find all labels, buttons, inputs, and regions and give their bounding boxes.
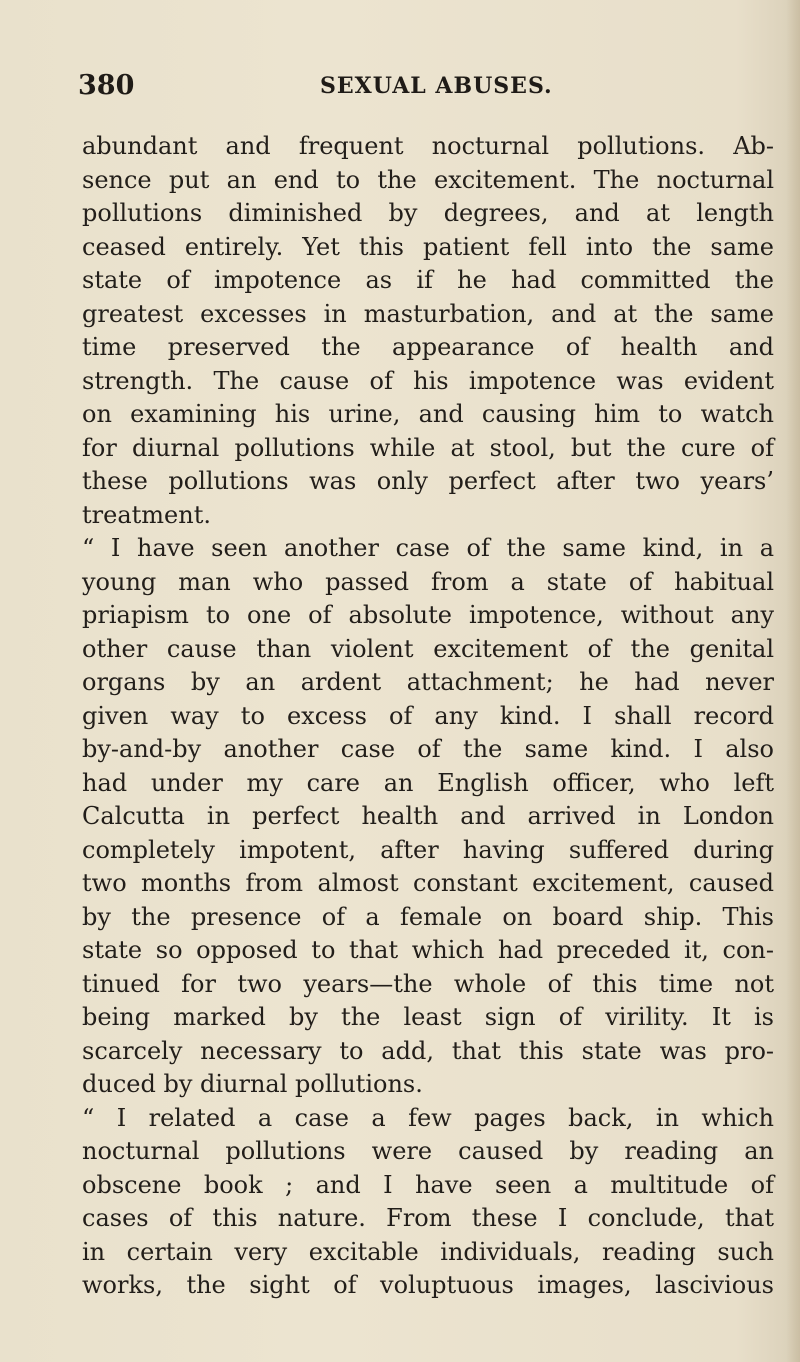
text-line: on examining his urine, and causing him to watch	[82, 400, 774, 428]
text-line: in certain very excitable individuals, reading such	[82, 1237, 774, 1266]
text-line: Calcutta in perfect health and arrived in London	[82, 802, 774, 830]
text-line: nocturnal pollutions were caused by reading an	[82, 1137, 774, 1165]
text-line: pollutions diminished by degrees, and at length	[82, 199, 774, 227]
text-line: duced by diurnal pollutions.	[82, 1070, 423, 1098]
text-line: treatment.	[82, 500, 211, 529]
text-line: by-and-by another case of the same kind. I also	[82, 735, 774, 763]
text-line: obscene book ; and I have seen a multitude of	[82, 1170, 774, 1199]
page-number: 380	[78, 70, 135, 101]
text-line: these pollutions was only perfect after two years’	[82, 467, 774, 495]
running-head: SEXUAL ABUSES.	[320, 73, 553, 99]
text-line: sence put an end to the excitement. The nocturnal	[82, 165, 774, 194]
text-line: state of impotence as if he had committed the	[82, 266, 774, 294]
text-line: had under my care an English officer, who left	[82, 768, 774, 797]
text-line: “ I related a case a few pages back, in which	[82, 1103, 774, 1132]
text-line: completely impotent, after having suffered during	[82, 835, 774, 864]
text-line: greatest excesses in masturbation, and at the same	[82, 299, 774, 328]
text-line: given way to excess of any kind. I shall record	[82, 701, 774, 730]
body-text	[82, 130, 774, 1303]
text-line: strength. The cause of his impotence was evident	[82, 366, 774, 395]
text-line: priapism to one of absolute impotence, without any	[82, 601, 774, 629]
page-header	[78, 70, 758, 110]
text-line: being marked by the least sign of virility. It is	[82, 1003, 774, 1031]
text-line: organs by an ardent attachment; he had never	[82, 668, 774, 696]
text-line: scarcely necessary to add, that this state was pro-	[82, 1036, 774, 1065]
text-line: state so opposed to that which had preceded it, con-	[82, 936, 774, 964]
text-line: ceased entirely. Yet this patient fell into the same	[82, 232, 774, 261]
text-line: abundant and frequent nocturnal pollutions. Ab-	[82, 132, 774, 160]
text-line: works, the sight of voluptuous images, lascivious	[82, 1271, 774, 1299]
text-line: two months from almost constant excitement, caused	[82, 869, 774, 897]
text-line: “ I have seen another case of the same kind, in a	[82, 534, 774, 562]
text-line: for diurnal pollutions while at stool, but the cure of	[82, 433, 774, 462]
text-line: time preserved the appearance of health and	[82, 333, 774, 361]
text-line: other cause than violent excitement of the genital	[82, 634, 774, 663]
text-line: tinued for two years—the whole of this time not	[82, 969, 774, 998]
text-line: by the presence of a female on board ship. This	[82, 902, 774, 931]
page-edge-shadow	[786, 0, 800, 1362]
text-line: young man who passed from a state of habitual	[82, 567, 774, 596]
text-line: cases of this nature. From these I conclude, that	[82, 1204, 774, 1232]
